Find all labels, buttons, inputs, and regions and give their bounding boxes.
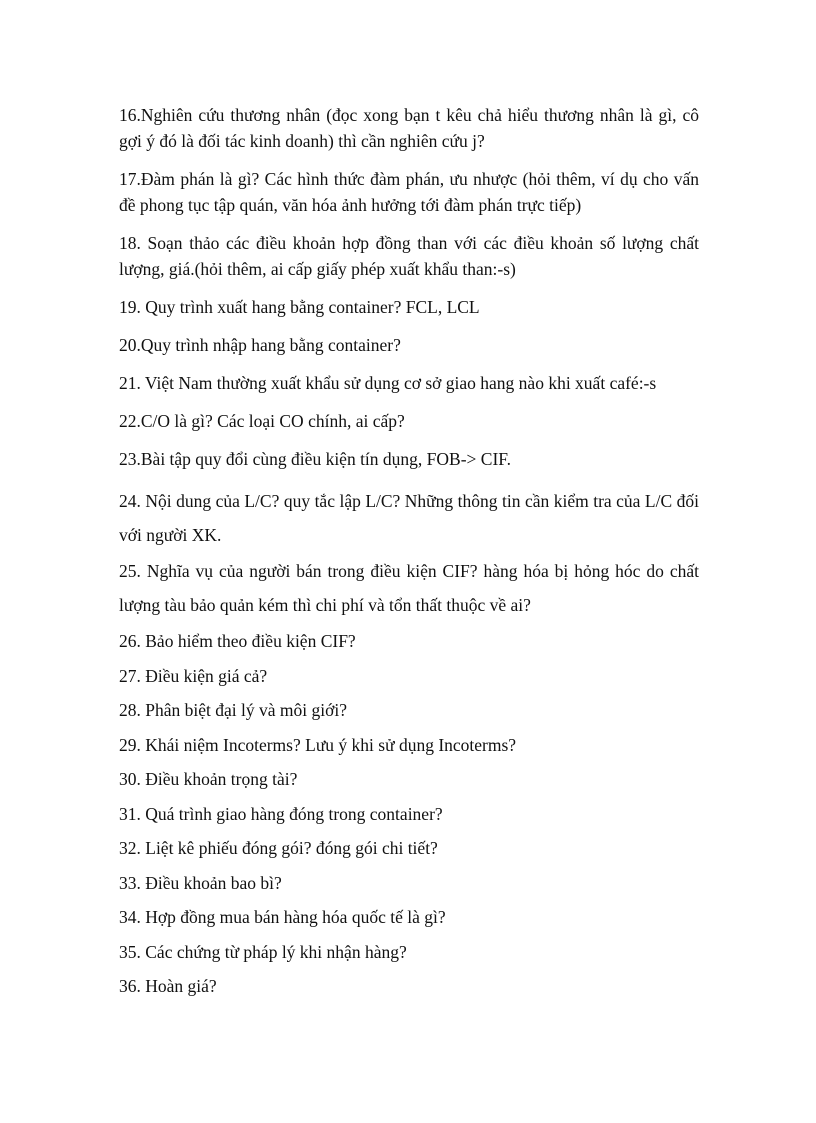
question-17: 17.Đàm phán là gì? Các hình thức đàm phán, ưu nhược (hỏi thêm, ví dụ cho vấn đề phong tục tập quán, văn hóa ảnh hưởng tới đàm phán trực tiếp) <box>119 169 699 215</box>
question-26: 26. Bảo hiểm theo điều kiện CIF? <box>119 631 356 651</box>
question-22: 22.C/O là gì? Các loại CO chính, ai cấp? <box>119 411 405 431</box>
question-18: 18. Soạn thảo các điều khoản hợp đồng than với các điều khoản số lượng chất lượng, giá.(hỏi thêm, ai cấp giấy phép xuất khẩu than:-s) <box>119 233 699 279</box>
question-35: 35. Các chứng từ pháp lý khi nhận hàng? <box>119 941 407 962</box>
question-19: 19. Quy trình xuất hang bằng container? FCL, LCL <box>119 297 480 317</box>
question-34: 34. Hợp đồng mua bán hàng hóa quốc tế là gì? <box>119 907 446 927</box>
question-36: 36. Hoàn giá? <box>119 976 217 996</box>
question-21: 21. Việt Nam thường xuất khẩu sử dụng cơ sở giao hang nào khi xuất café:-s <box>119 373 657 393</box>
question-33: 33. Điều khoản bao bì? <box>119 872 282 893</box>
question-20: 20.Quy trình nhập hang bằng container? <box>119 335 401 355</box>
question-27: 27. Điều kiện giá cả? <box>119 665 268 686</box>
question-28: 28. Phân biệt đại lý và môi giới? <box>119 700 347 720</box>
question-23: 23.Bài tập quy đổi cùng điều kiện tín dụng, FOB-> CIF. <box>119 449 511 469</box>
question-list <box>119 102 699 1004</box>
question-16: 16.Nghiên cứu thương nhân (đọc xong bạn t kêu chả hiểu thương nhân là gì, cô gợi ý đó là đối tác kinh doanh) thì cần nghiên cứu j? <box>119 105 699 151</box>
question-29: 29. Khái niệm Incoterms? Lưu ý khi sử dụng Incoterms? <box>119 734 517 755</box>
question-25: 25. Nghĩa vụ của người bán trong điều kiện CIF? hàng hóa bị hỏng hóc do chất lượng tàu bảo quản kém thì chi phí và tổn thất thuộc về ai? <box>119 561 699 615</box>
question-31: 31. Quá trình giao hàng đóng trong container? <box>119 803 443 824</box>
question-24: 24. Nội dung của L/C? quy tắc lập L/C? Những thông tin cần kiểm tra của L/C đối với người XK. <box>119 491 699 545</box>
question-32: 32. Liệt kê phiếu đóng gói? đóng gói chi tiết? <box>119 838 438 858</box>
question-30: 30. Điều khoản trọng tài? <box>119 769 298 789</box>
